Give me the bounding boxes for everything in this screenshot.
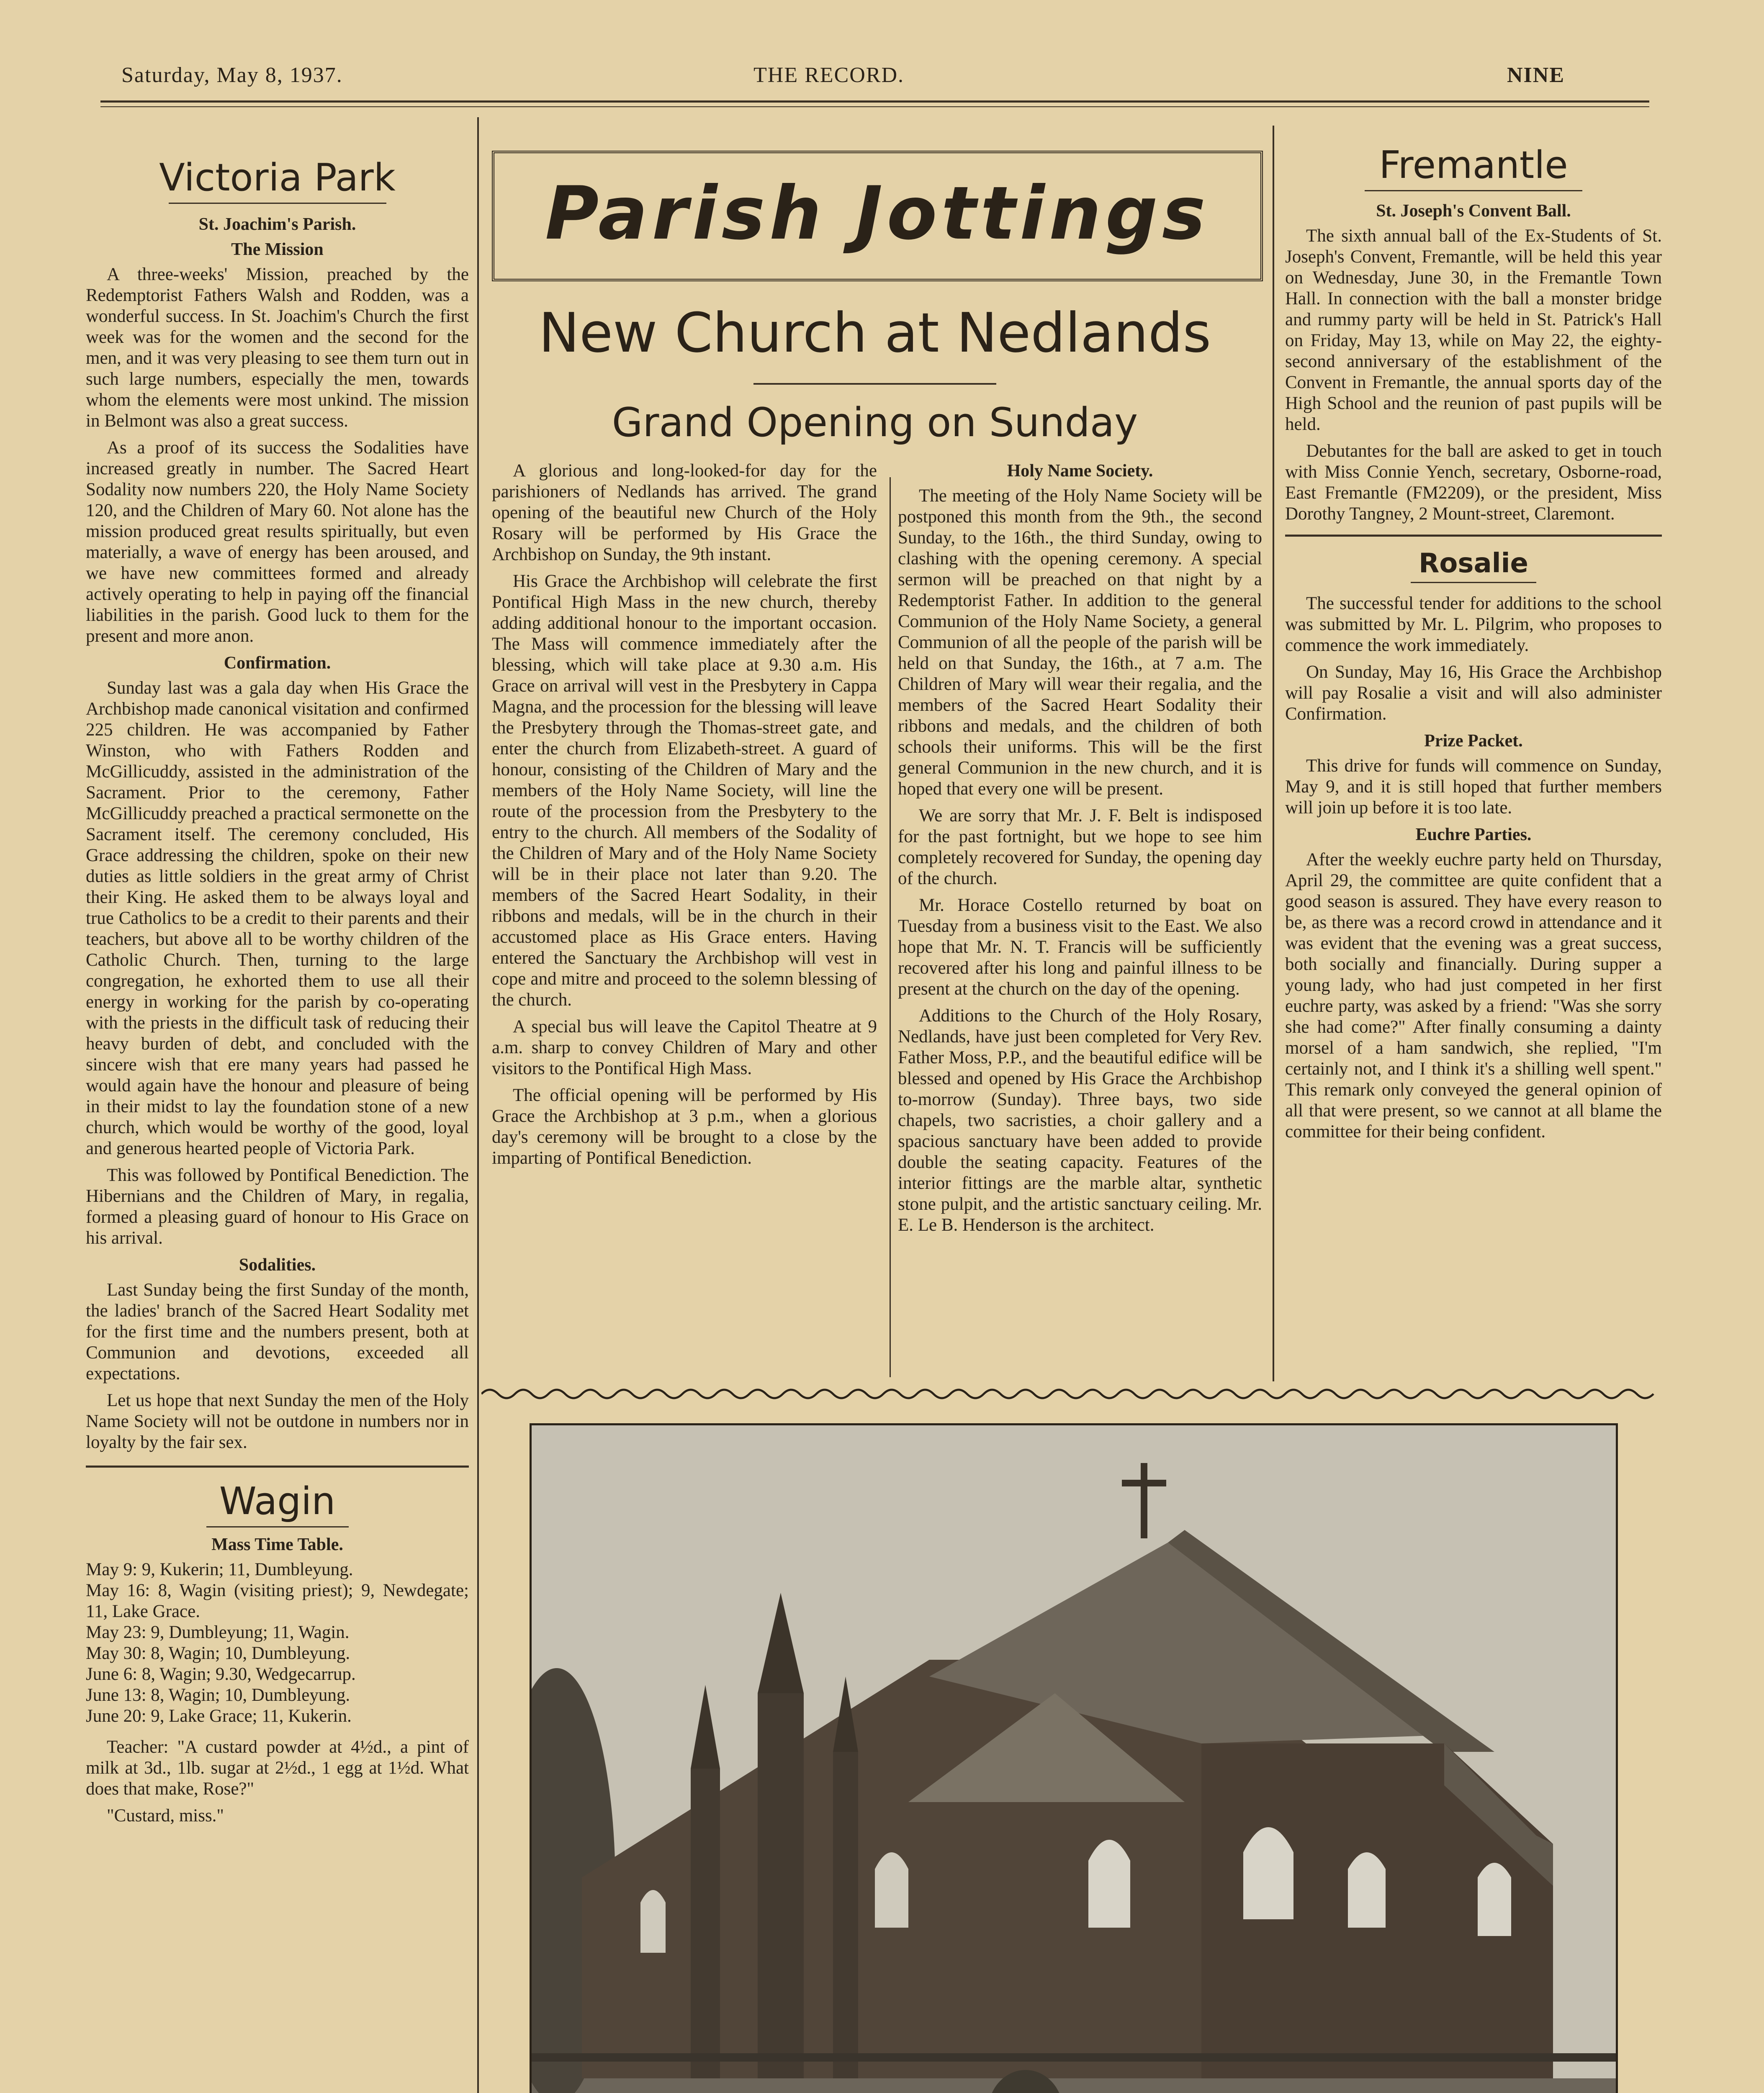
page-date: Saturday, May 8, 1937. xyxy=(121,63,343,87)
holy-name-heading: Holy Name Society. xyxy=(1007,461,1153,481)
church-photograph xyxy=(530,1423,1618,2093)
prize-packet-heading: Prize Packet. xyxy=(1424,731,1523,751)
mass-timetable xyxy=(86,1559,469,1727)
timetable-row: June 20: 9, Lake Grace; 11, Kukerin. xyxy=(86,1706,352,1726)
timetable-row: May 16: 8, Wagin (visiting priest); 9, Newdegate; 11, Lake Grace. xyxy=(86,1581,469,1621)
sodalities-heading: Sodalities. xyxy=(239,1255,316,1275)
holy-name-paragraph: The meeting of the Holy Name Society will be postponed this month from the 9th., the second Sunday, to the 16th., the third Sunday, owing to clashing with the opening ceremony. A special sermon will be preached on that night by a Redemptorist Father. In addition to the general Communion of the Holy Name Society, a general Communion of all the people of the parish will be held on that Sunday, the 16th., at 7 a.m. The Children of Mary will wear their regalia, and the members of the Sacred Heart Sodality their ribbons and medals, and the children of both schools their uniforms. This will be the first general Communion in the new church, and it is hoped that every one will be present. xyxy=(898,486,1262,799)
column-rule-right xyxy=(1273,126,1274,1381)
fremantle-column xyxy=(1285,142,1662,1148)
wavy-divider xyxy=(481,1386,1662,1402)
section-rule xyxy=(86,1466,469,1468)
title-rule xyxy=(1411,582,1536,583)
sodalities-paragraph-2: Let us hope that next Sunday the men of the Holy Name Society will not be outdone in numbers nor in loyalty by the fair sex. xyxy=(86,1391,469,1452)
nedlands-column-left xyxy=(492,460,877,1175)
teacher-joke: Teacher: "A custard powder at 4½d., a pint of milk at 3d., 1lb. sugar at 2½d., 1 egg at 1½d. What does that make, Rose?" xyxy=(86,1737,469,1799)
church-illustration xyxy=(532,1425,1616,2093)
timetable-row: May 30: 8, Wagin; 10, Dumbleyung. xyxy=(86,1643,350,1663)
confirmation-paragraph-2: This was followed by Pontifical Benediction. The Hibernians and the Children of Mary, in regalia, formed a pleasing guard of honour to His Grace on his arrival. xyxy=(86,1165,469,1248)
wagin-title: Wagin xyxy=(219,1479,336,1523)
mission-paragraph: A three-weeks' Mission, preached by the Redemptorist Fathers Walsh and Rodden, was a wonderful success. In St. Joachim's Church the first week was for the women and the second for the men, and it was very pleasing to see them turn out in such large numbers, especially the men, towards whom the elements were most unkind. The mission in Belmont was also a great success. xyxy=(86,265,469,431)
mass-timetable-heading: Mass Time Table. xyxy=(211,1535,343,1554)
timetable-row: June 6: 8, Wagin; 9.30, Wedgecarrup. xyxy=(86,1664,356,1684)
mission-heading: The Mission xyxy=(231,240,324,259)
victoria-park-column xyxy=(86,155,469,1832)
costello-paragraph: Mr. Horace Costello returned by boat on Tuesday from a business visit to the East. We also hope that Mr. N. T. Francis will be sufficiently recovered after his long and painful illness to be present at the church on the day of the opening. xyxy=(898,895,1262,999)
euchre-paragraph: After the weekly euchre party held on Thursday, April 29, the committee are quite confident that a good season is assured. They have every reason to be, as there was a record crowd in attendance and it was evident that the evening was a great success, both socially and financially. During supper a young lady, who had just competed in her first euchre party, was asked by a friend: "Was she sorry she had come?" After finally consuming a dainty morsel of a ham sandwich, she replied, "I'm certainly not, and I think it's a shilling well spent." This remark only conveyed the general opinion of all that were present, so we cannot at all blame the committee for their being confident. xyxy=(1285,850,1662,1142)
nedlands-column-right xyxy=(898,460,1262,1242)
jottings-headline: New Church at Nedlands xyxy=(538,301,1211,365)
timetable-row: May 9: 9, Kukerin; 11, Dumbleyung. xyxy=(86,1560,353,1579)
bus-paragraph: A special bus will leave the Capitol Theatre at 9 a.m. sharp to convey Children of Mary and other visitors to the Pontifical High Mass. xyxy=(492,1017,877,1078)
victoria-park-title: Victoria Park xyxy=(159,156,396,200)
header-rule xyxy=(100,100,1649,103)
parish-jottings-masthead-box xyxy=(492,151,1263,281)
confirmation-heading: Confirmation. xyxy=(224,653,331,673)
convent-ball-heading: St. Joseph's Convent Ball. xyxy=(1376,201,1571,221)
headline-rule xyxy=(753,383,996,385)
title-rule xyxy=(169,203,386,204)
rosalie-title: Rosalie xyxy=(1419,548,1528,579)
jottings-subhead: Grand Opening on Sunday xyxy=(612,400,1138,446)
teacher-joke-answer: "Custard, miss." xyxy=(107,1806,224,1826)
prize-packet-paragraph: This drive for funds will commence on Sunday, May 9, and it is still hoped that further members will join up before it is too late. xyxy=(1285,756,1662,818)
title-rule xyxy=(1365,190,1582,191)
belt-paragraph: We are sorry that Mr. J. F. Belt is indisposed for the past fortnight, but we hope to see him completely recovered for Sunday, the opening day of the church. xyxy=(898,806,1262,888)
parish-name: St. Joachim's Parish. xyxy=(198,215,356,234)
debutantes-paragraph: Debutantes for the ball are asked to get in touch with Miss Connie Yench, secretary, Osborne-road, East Fremantle (FM2209), or the president, Miss Dorothy Tangney, 2 Mount-street, Claremont. xyxy=(1285,441,1662,524)
confirmation-visit-paragraph: On Sunday, May 16, His Grace the Archbishop will pay Rosalie a visit and will also administer Confirmation. xyxy=(1285,662,1662,724)
additions-paragraph: Additions to the Church of the Holy Rosary, Nedlands, have just been completed for Very Rev. Father Moss, P.P., and the beautiful edifice will be blessed and opened by His Grace the Archbishop to-morrow (Sunday). Three bays, two side chapels, two sacristies, a choir gallery and a spacious sanctuary have been added to provide double the seating capacity. Features of the interior fittings are the marble altar, synthetic stone pulpit, and the artistic sanctuary ceiling. Mr. E. Le B. Henderson is the architect. xyxy=(898,1006,1262,1235)
tender-paragraph: The successful tender for additions to the school was submitted by Mr. L. Pilgrim, who proposes to commence the work immediately. xyxy=(1285,594,1662,655)
title-rule xyxy=(206,1526,349,1527)
header-rule-thin xyxy=(100,106,1649,107)
column-rule-center xyxy=(890,477,891,1377)
timetable-row: June 13: 8, Wagin; 10, Dumbleyung. xyxy=(86,1685,350,1705)
opening-paragraph: A glorious and long-looked-for day for the parishioners of Nedlands has arrived. The grand opening of the beautiful new Church of the Holy Rosary will be performed by His Grace the Archbishop on Sunday, the 9th instant. xyxy=(492,461,877,564)
convent-ball-paragraph: The sixth annual ball of the Ex-Students of St. Joseph's Convent, Fremantle, will be held this year on Wednesday, June 30, in the Fremantle Town Hall. In connection with the ball a monster bridge and rummy party will be held in St. Patrick's Hall on Friday, May 13, while on May 22, the eighty-second anniversary of the establishment of the Convent in Fremantle, the annual sports day of the High School and the reunion of past pupils will be held. xyxy=(1285,226,1662,434)
paper-title: THE RECORD. xyxy=(753,63,904,87)
sodalities-paragraph: Last Sunday being the first Sunday of the month, the ladies' branch of the Sacred Heart Sodality met for the first time and the numbers present, both at Communion and devotions, exceeded all expectations. xyxy=(86,1280,469,1383)
page-number: NINE xyxy=(1507,63,1565,87)
euchre-heading: Euchre Parties. xyxy=(1415,825,1532,844)
column-rule-left xyxy=(477,117,479,2093)
mission-paragraph-2: As a proof of its success the Sodalities have increased greatly in number. The Sacred Heart Sodality now numbers 220, the Holy Name Society 120, and the Children of Mary 60. Not alone has the mission produced great results spiritually, but even materially, a wave of energy has been aroused, and we have new committees formed and already actively operating to help in paying off the financial liabilities in the parish. Good luck to them for the present and more anon. xyxy=(86,438,469,646)
parish-jottings-masthead: Parish Jottings xyxy=(545,171,1210,256)
official-opening-paragraph: The official opening will be performed by His Grace the Archbishop at 3 p.m., when a glorious day's ceremony will be brought to a close by the imparting of Pontifical Benediction. xyxy=(492,1085,877,1168)
timetable-row: May 23: 9, Dumbleyung; 11, Wagin. xyxy=(86,1622,350,1642)
confirmation-paragraph: Sunday last was a gala day when His Grace the Archbishop made canonical visitation and confirmed 225 children. He was accompanied by Father Winston, who with Fathers Rodden and McGillicuddy, assisted in the administration of the Sacrament. Prior to the ceremony, Father McGillicuddy preached a practical sermonette on the Sacrament itself. The ceremony concluded, His Grace addressing the children, spoke on their new duties as little soldiers in the great army of Christ their King. He asked them to be always loyal and true Catholics to be a credit to their parents and their teachers, but above all to be worthy children of the Catholic Church. Then, turning to the large congregation, he exhorted them to use all their energy in working for the parish by co-operating with the priests in the difficult task of reducing their heavy burden of debt, and concluded with the sincere wish that ere many years had passed he would again have the honour and pleasure of being in their midst to lay the foundation stone of a new church, which would be worthy of the good, loyal and generous hearted people of Victoria Park. xyxy=(86,678,469,1158)
section-rule xyxy=(1285,535,1662,537)
archbishop-paragraph: His Grace the Archbishop will celebrate the first Pontifical High Mass in the new church, thereby adding additional honour to the important occasion. The Mass will commence immediately after the blessing, which will take place at 9.30 a.m. His Grace on arrival will vest in the Presbytery in Cappa Magna, and the procession for the blessing will leave the Presbytery through the Thomas-street gate, and enter the church from Elizabeth-street. A guard of honour, consisting of the Children of Mary and the members of the Holy Name Society, will line the route of the procession from the Presbytery to the entry to the church. All members of the Sodality of the Children of Mary and of the Holy Name Society will be in their place not later than 9.20. The members of the Sacred Heart Sodality, in their ribbons and medals, will be in the church in their accustomed place as His Grace enters. Having entered the Sanctuary the Archbishop will vest in cope and mitre and proceed to the solemn blessing of the church. xyxy=(492,571,877,1010)
fremantle-title: Fremantle xyxy=(1379,143,1568,187)
